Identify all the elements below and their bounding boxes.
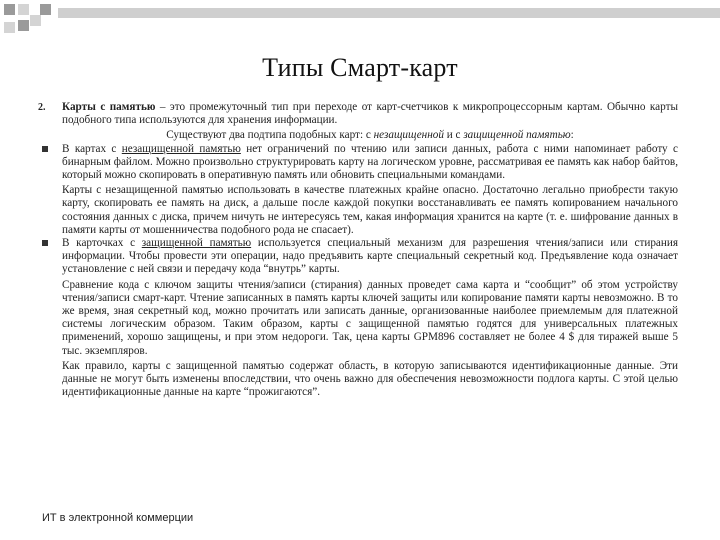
paragraph: Сравнение кода с ключом защиты чтения/записи (стирания) данных проведет сама карта и “сообщит” об этом устройству чтения/записи смарт-карт. Чтение записанных в память карты ключей защиты или копирование памяти карты невозможно. В то же время, зная секретный код, можно прочитать или записать данные, организованные наиболее приемлемым для платежной системы логическим образом. Таким образом, карты с защищенной памятью годятся для универсальных платежных применений, хорошо защищены, и при этом недороги. Так, цена карты GPM896 составляет не более 4 $ для тиражей выше 5 тыс. экземпляров. xyxy=(62,278,678,357)
text: используется специальный механизм для разрешения чтения/записи или стирания информации. Чтобы провести эти операции, надо предъявить карте специальный секретный код. Предъявление кода означает установление с ней связи и передачу кода “внутрь” карты. xyxy=(62,237,679,276)
slide-content xyxy=(38,101,678,399)
text: В картах с xyxy=(62,142,122,155)
subtype-protected: защищенной памятью xyxy=(463,129,571,142)
list-item xyxy=(38,237,678,399)
underlined-term: защищенной памятью xyxy=(141,237,252,250)
bullet-icon xyxy=(42,240,48,246)
decor-square xyxy=(40,4,51,15)
subtypes-line xyxy=(62,129,678,142)
paragraph: Как правило, карты с защищенной памятью содержат область, в которую записываются идентификационные данные. Эти данные не могут быть изменены впоследствии, что очень важно для обеспечения невозможности подлога карты. С этой целью идентификационные данные на карте “прожигаются”. xyxy=(62,359,678,399)
text: и с xyxy=(443,129,464,142)
text: : xyxy=(570,129,574,142)
underlined-term: незащищенной памятью xyxy=(121,142,241,155)
list-item xyxy=(38,143,678,237)
decor-square xyxy=(18,20,29,31)
paragraph xyxy=(62,143,678,183)
slide-footer: ИТ в электронной коммерции xyxy=(42,512,194,524)
list-item xyxy=(38,101,678,143)
paragraph: Карты с незащищенной памятью использовать в качестве платежных крайне опасно. Достаточно легально приобрести такую карту, скопировать ее память на диск, а дальше после каждой покупки восстанавливать ее память копированием начального состояния данных с диска, причем ничуть не интересуясь тем, какая информация хранится на карте (т. е. шифрование данных в памяти карты от мошенничества подобного рода не спасает). xyxy=(62,184,678,236)
text: В карточках с xyxy=(62,237,142,250)
paragraph xyxy=(62,237,678,277)
header-bar xyxy=(58,8,720,18)
decor-square xyxy=(4,22,15,33)
term: Карты с памятью xyxy=(62,101,156,113)
list-marker: 2. xyxy=(38,102,46,113)
text: нет ограничений по чтению или записи данных, работа с ними напоминает работу с бинарным файлом. Можно произвольно структурировать карту на логическом уровне, рассматривая ее память как набор байтов, который можно скопировать в оперативную память или обновить специальными командами. xyxy=(62,142,678,182)
text: Существуют два подтипа подобных карт: с xyxy=(166,129,374,142)
decor-square xyxy=(4,4,15,15)
term-description: – это промежуточный тип при переходе от карт-счетчиков к микропроцессорным картам. Обычно карты подобного типа используются для хранения информации. xyxy=(62,101,678,127)
subtype-unprotected: незащищенной xyxy=(373,129,444,142)
decor-square xyxy=(30,15,41,26)
decorative-squares xyxy=(0,0,720,40)
decor-square xyxy=(18,4,29,15)
slide-title: Типы Смарт-карт xyxy=(262,53,458,82)
paragraph xyxy=(62,101,678,127)
bullet-icon xyxy=(42,146,48,152)
